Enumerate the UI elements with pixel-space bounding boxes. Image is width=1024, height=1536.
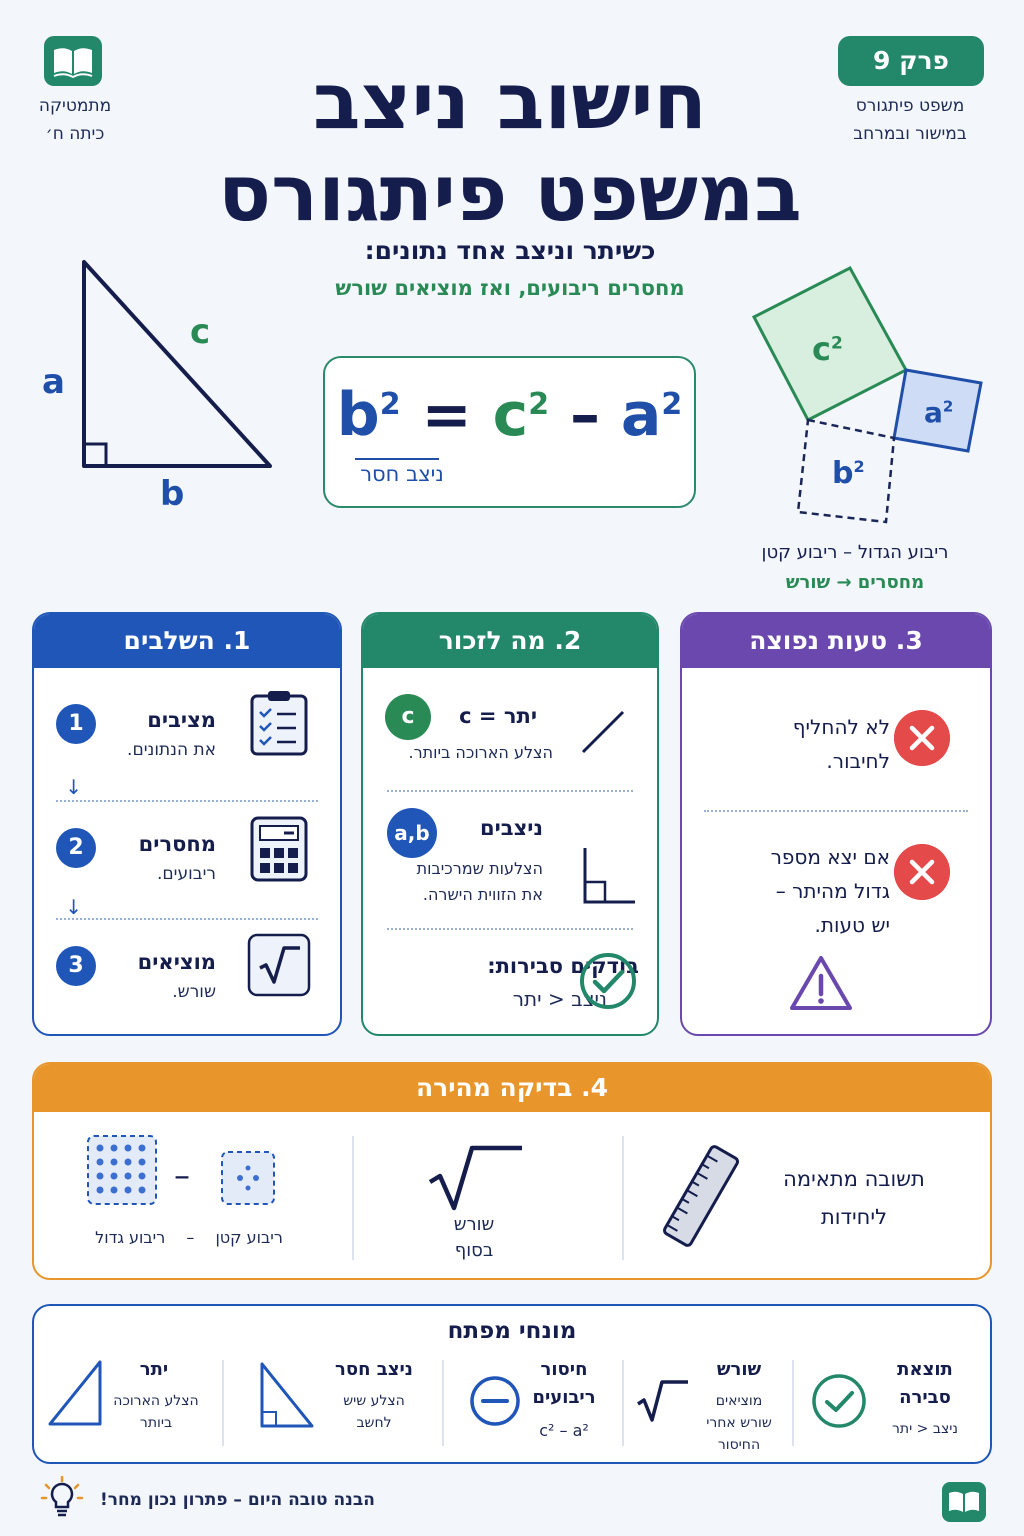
step-arrow-2: ↓ xyxy=(65,895,82,919)
error-1-line1: לא להחליף xyxy=(792,715,890,739)
steps-card-title: 1. השלבים xyxy=(34,614,340,668)
hypotenuse-badge: c xyxy=(385,694,431,740)
triangle-missing-leg-icon xyxy=(256,1360,316,1430)
key-term-root-desc xyxy=(688,1390,790,1456)
error-2-line1: אם יצא מספר xyxy=(770,845,890,869)
quick-check-separator-1 xyxy=(622,1136,624,1260)
key-term-root-desc-2: שורש אחרי xyxy=(706,1415,772,1431)
check-circle-icon-small xyxy=(810,1372,868,1430)
step-title-1: מציבים xyxy=(147,708,216,732)
minus-sign: – xyxy=(174,1156,190,1194)
key-term-plausible-line1: תוצאת xyxy=(897,1359,953,1380)
key-terms-sep-2 xyxy=(622,1360,624,1446)
key-term-subtract-line1: חיסור xyxy=(540,1359,588,1380)
errors-divider xyxy=(704,810,968,812)
key-term-subtract-desc: c² – a² xyxy=(539,1421,589,1440)
key-term-plausible-desc: ניצב < יתר xyxy=(891,1421,958,1437)
lightbulb-icon xyxy=(40,1476,84,1520)
minus-circle-icon xyxy=(468,1374,522,1428)
remember-divider-1 xyxy=(387,790,633,792)
book-icon-footer xyxy=(942,1482,986,1522)
key-term-root-desc-1: מוציאים xyxy=(715,1393,763,1409)
step-row-1 xyxy=(34,678,340,774)
small-square-dots-icon xyxy=(220,1150,276,1206)
key-terms-sep-1 xyxy=(792,1360,794,1446)
hypotenuse-line-icon xyxy=(577,706,629,758)
legs-desc-line1: הצלעות שמרכיבות xyxy=(416,859,543,878)
step-row-2 xyxy=(34,802,340,898)
square-root-icon xyxy=(246,932,312,998)
square-root-icon-small xyxy=(634,1378,690,1424)
missing-leg-label: ניצב חסר xyxy=(360,462,444,486)
step-arrow-1: ↓ xyxy=(65,775,82,799)
key-term-hypotenuse: יתר xyxy=(139,1359,169,1380)
big-square-label: ריבוע גדול xyxy=(95,1228,166,1247)
square-b-label: $b^2$ xyxy=(832,456,865,491)
key-term-root-desc-3: החיסור xyxy=(717,1437,761,1453)
step-desc-3: שורש. xyxy=(172,982,216,1002)
hypotenuse-title: יתר = c xyxy=(459,704,537,728)
footer-motto: הבנה טובה היום – פתרון נכון מחר! xyxy=(100,1490,375,1510)
step-desc-1: את הנתונים. xyxy=(127,740,216,760)
quick-check-panel xyxy=(32,1062,992,1280)
hypotenuse-triangle-icon xyxy=(46,1358,106,1428)
squares-caption-line2: מחסרים → שורש xyxy=(785,572,925,593)
legs-desc-line2: את הזווית הישרה. xyxy=(422,885,543,904)
key-term-hypotenuse-desc-1: הצלע הארוכה xyxy=(113,1393,199,1409)
squares-subtraction-label xyxy=(84,1228,294,1247)
quick-check-title: 4. בדיקה מהירה xyxy=(34,1064,990,1112)
legs-title: ניצבים xyxy=(479,816,543,840)
key-term-hypotenuse-desc-2: ביותר xyxy=(139,1415,173,1431)
formula-minus: – xyxy=(569,380,600,450)
key-term-root: שורש xyxy=(716,1359,762,1380)
title-line1: חישוב ניצב xyxy=(313,57,707,147)
subtraction-dash: – xyxy=(186,1228,195,1247)
triangle-label-c: c xyxy=(190,312,211,352)
error-1-text xyxy=(793,710,890,778)
chapter-sub-line2: במישור ובמרחב xyxy=(853,124,967,144)
square-a-label: $a^2$ xyxy=(924,396,954,429)
key-term-subtract-line2: ריבועים xyxy=(532,1387,596,1408)
root-line1: שורש xyxy=(453,1214,495,1235)
intro-heading: כשיתר וניצב אחד נתונים: xyxy=(364,236,656,265)
title-line2: במשפט פיתגורס xyxy=(218,149,802,239)
error-2-text xyxy=(771,840,890,942)
error-x-icon-2 xyxy=(894,844,950,900)
key-terms-sep-4 xyxy=(222,1360,224,1446)
root-at-end-text xyxy=(414,1212,534,1264)
key-terms-sep-3 xyxy=(442,1360,444,1446)
units-line1: תשובה מתאימה xyxy=(783,1167,925,1191)
steps-card xyxy=(32,612,342,1036)
square-c-label: $c^2$ xyxy=(812,330,843,368)
plausibility-title: בודקים סבירות: xyxy=(487,954,639,978)
remember-card xyxy=(361,612,659,1036)
units-check-text xyxy=(764,1160,944,1236)
remember-divider-2 xyxy=(387,928,633,930)
missing-leg-underline xyxy=(355,458,439,460)
error-1-line2: לחיבור. xyxy=(826,749,890,773)
page-title xyxy=(150,56,870,240)
book-icon xyxy=(44,36,102,86)
errors-card xyxy=(680,612,992,1036)
clipboard-icon xyxy=(246,690,312,756)
error-2-line3: יש טעות. xyxy=(814,913,890,937)
step-title-3: מוציאים xyxy=(137,950,216,974)
key-terms-panel xyxy=(32,1304,992,1464)
subject-label xyxy=(20,92,130,148)
ruler-icon xyxy=(658,1144,744,1248)
formula-b: $b^2$ xyxy=(336,380,401,450)
formula-a: $a^2$ xyxy=(620,380,683,450)
steps-divider-2 xyxy=(56,918,318,920)
subject-line2: כיתה ח׳ xyxy=(45,124,105,144)
warning-icon xyxy=(788,954,854,1012)
chapter-badge: פרק 9 xyxy=(838,36,984,86)
step-number-1: 1 xyxy=(56,704,96,744)
chapter-sub-line1: משפט פיתגורס xyxy=(855,96,965,116)
step-row-3 xyxy=(34,922,340,1018)
step-title-2: מחסרים xyxy=(138,832,216,856)
key-term-plausible xyxy=(870,1356,980,1412)
hypotenuse-desc: הצלע הארוכה ביותר. xyxy=(408,743,553,762)
calculator-icon xyxy=(246,816,312,882)
big-square-dots-icon xyxy=(86,1134,158,1206)
formula-c: $c^2$ xyxy=(492,380,550,450)
squares-caption xyxy=(730,538,980,598)
key-term-missing-leg-desc-2: לחשב xyxy=(356,1415,392,1431)
plausibility-desc: ניצב < יתר xyxy=(512,987,607,1011)
squares-caption-line1: ריבוע הגדול – ריבוע קטן xyxy=(761,542,949,563)
key-term-plausible-line2: סבירה xyxy=(899,1387,951,1408)
remember-card-title: 2. מה לזכור xyxy=(363,614,657,668)
errors-card-title: 3. טעות נפוצה xyxy=(682,614,990,668)
error-2-line2: גדול מהיתר – xyxy=(775,879,890,903)
squares-diagram xyxy=(740,262,1000,532)
error-x-icon xyxy=(894,710,950,766)
key-term-subtract xyxy=(512,1356,616,1412)
triangle-label-a: a xyxy=(42,362,65,402)
subject-line1: מתמטיקה xyxy=(38,96,112,116)
check-circle-icon xyxy=(579,952,637,1010)
root-line2: בסוף xyxy=(454,1240,494,1261)
step-number-3: 3 xyxy=(56,946,96,986)
square-root-icon-large xyxy=(424,1142,524,1212)
quick-check-separator-2 xyxy=(352,1136,354,1260)
step-number-2: 2 xyxy=(56,828,96,868)
formula-box xyxy=(323,356,696,508)
units-line2: ליחידות xyxy=(820,1205,888,1229)
formula-equals: = xyxy=(421,380,472,450)
key-term-missing-leg-desc xyxy=(324,1390,424,1434)
key-term-missing-leg: ניצב חסר xyxy=(335,1359,413,1380)
triangle-label-b: b xyxy=(160,474,185,514)
step-desc-2: ריבועים. xyxy=(157,864,216,884)
key-terms-title: מונחי מפתח xyxy=(447,1318,577,1344)
key-term-hypotenuse-desc xyxy=(104,1390,208,1434)
right-angle-icon xyxy=(581,846,637,906)
intro-subheading: מחסרים ריבועים, ואז מוציאים שורש xyxy=(335,276,685,300)
key-term-missing-leg-desc-1: הצלע שיש xyxy=(343,1393,405,1409)
legs-badge: a,b xyxy=(387,808,437,858)
small-square-label: ריבוע קטן xyxy=(215,1228,283,1247)
formula xyxy=(325,380,694,450)
legs-desc xyxy=(417,856,543,908)
